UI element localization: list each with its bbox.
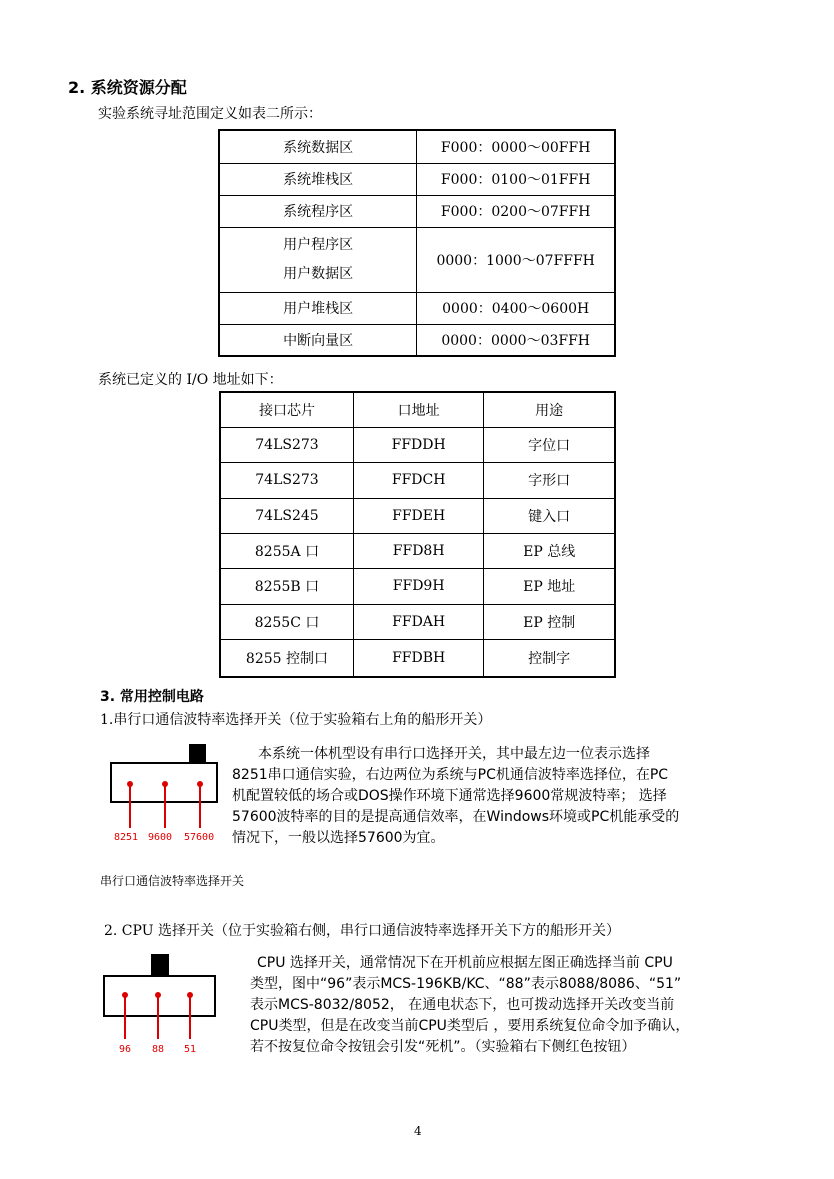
table-cell: 控制字 xyxy=(484,639,615,677)
table-cell: FFDCH xyxy=(353,462,483,498)
user-program-area-label: 用户程序区 xyxy=(283,236,354,253)
table-cell: 0000：0000～03FFH xyxy=(417,324,615,356)
table-cell: F000：0000～00FFH xyxy=(417,130,615,163)
pin-lead xyxy=(189,997,191,1039)
table-cell: 8255C 口 xyxy=(220,604,353,639)
paragraph-line: 57600波特率的目的是提高通信效率，在Windows环境或PC机能承受的 xyxy=(232,809,680,825)
paragraph-line: 若不按复位命令按钮会引发“死机”。（实验箱右下侧红色按钮） xyxy=(250,1039,636,1055)
table-row xyxy=(220,533,615,568)
table-cell: FFDBH xyxy=(353,639,483,677)
io-address-table xyxy=(219,391,616,678)
table-cell: FFDDH xyxy=(353,427,483,462)
table-cell: 系统堆栈区 xyxy=(219,163,417,195)
pin-lead xyxy=(129,786,131,828)
pin-label: 8251 xyxy=(114,832,139,843)
paragraph-line: 机配置较低的场合或DOS操作环境下通常选择9600常规波特率； 选择 xyxy=(232,788,667,804)
table-cell: FFDEH xyxy=(353,498,483,533)
paragraph-line: 8251串口通信实验，右边两位为系统与PC机通信波特率选择位，在PC xyxy=(232,767,669,783)
table-row xyxy=(220,427,615,462)
item-1-description xyxy=(232,744,752,849)
paragraph-line: 本系统一体机型设有串行口选择开关，其中最左边一位表示选择 xyxy=(258,746,650,762)
table-cell: EP 总线 xyxy=(484,533,615,568)
table-row xyxy=(220,498,615,533)
io-intro: 系统已定义的 I/O 地址如下： xyxy=(98,372,283,388)
table-cell: 0000：1000～07FFFH xyxy=(417,227,615,292)
table-cell: FFD8H xyxy=(353,533,483,568)
table-cell: F000：0200～07FFH xyxy=(417,195,615,227)
table-cell: 74LS245 xyxy=(220,498,353,533)
table-cell: F000：0100～01FFH xyxy=(417,163,615,195)
table-cell: FFD9H xyxy=(353,568,483,604)
figure-caption: 串行口通信波特率选择开关 xyxy=(100,874,245,888)
pin-label: 57600 xyxy=(184,832,215,843)
table-cell: EP 控制 xyxy=(484,604,615,639)
table-cell: 74LS273 xyxy=(220,462,353,498)
table-row xyxy=(219,163,615,195)
pin-lead xyxy=(164,786,166,828)
item-2-title: 2. CPU 选择开关（位于实验箱右侧，串行口通信波特率选择开关下方的船形开关） xyxy=(104,923,620,939)
pin-label: 88 xyxy=(152,1044,165,1055)
table-cell: 系统程序区 xyxy=(219,195,417,227)
pin-label: 51 xyxy=(184,1044,197,1055)
table-cell: EP 地址 xyxy=(484,568,615,604)
table-cell: 8255 控制口 xyxy=(220,639,353,677)
table-cell: 字位口 xyxy=(484,427,615,462)
paragraph-line: 情况下，一般以选择57600为宜。 xyxy=(232,830,445,846)
column-header: 口地址 xyxy=(353,392,483,427)
paragraph-line: CPU类型，但是在改变当前CPU类型后 ，要用系统复位命令加予确认， xyxy=(250,1018,690,1034)
pin-label: 9600 xyxy=(148,832,173,843)
table-row xyxy=(220,568,615,604)
table-row xyxy=(220,604,615,639)
table-header-row xyxy=(220,392,615,427)
table-cell: 字形口 xyxy=(484,462,615,498)
paragraph-line: CPU 选择开关，通常情况下在开机前应根据左图正确选择当前 CPU xyxy=(257,955,673,971)
table-cell: 键入口 xyxy=(484,498,615,533)
section-3-title: 3. 常用控制电路 xyxy=(100,689,204,705)
address-table xyxy=(218,129,616,357)
pin-lead xyxy=(199,786,201,828)
table-row xyxy=(220,639,615,677)
table-cell: 74LS273 xyxy=(220,427,353,462)
column-header: 用途 xyxy=(484,392,615,427)
table-cell: 中断向量区 xyxy=(219,324,417,356)
table-row xyxy=(220,462,615,498)
item-1-title: 1.串行口通信波特率选择开关（位于实验箱右上角的船形开关） xyxy=(100,712,492,728)
paragraph-line: 类型，图中“96”表示MCS-196KB/KC、“88”表示8088/8086、“51” xyxy=(250,976,682,992)
pin-label: 96 xyxy=(119,1044,132,1055)
table-row xyxy=(219,292,615,324)
table-row xyxy=(219,324,615,356)
table-cell: 8255A 口 xyxy=(220,533,353,568)
table-cell xyxy=(219,227,417,292)
table-cell: 系统数据区 xyxy=(219,130,417,163)
section-2-title: 2. 系统资源分配 xyxy=(68,78,187,97)
table-row xyxy=(219,195,615,227)
column-header: 接口芯片 xyxy=(220,392,353,427)
paragraph-line: 表示MCS-8032/8052， 在通电状态下，也可拨动选择开关改变当前 xyxy=(250,997,675,1013)
pin-lead xyxy=(124,997,126,1039)
table-cell: 8255B 口 xyxy=(220,568,353,604)
table-row xyxy=(219,227,615,292)
item-2-description xyxy=(250,953,750,1058)
page-number: 4 xyxy=(414,1124,422,1138)
switch-knob xyxy=(151,954,169,976)
table-cell: 用户堆栈区 xyxy=(219,292,417,324)
table-row xyxy=(219,130,615,163)
switch-knob xyxy=(189,744,206,763)
table-cell: 0000：0400～0600H xyxy=(417,292,615,324)
pin-lead xyxy=(157,997,159,1039)
table-cell: FFDAH xyxy=(353,604,483,639)
user-data-area-label: 用户数据区 xyxy=(283,265,354,282)
address-intro: 实验系统寻址范围定义如表二所示： xyxy=(98,106,322,122)
